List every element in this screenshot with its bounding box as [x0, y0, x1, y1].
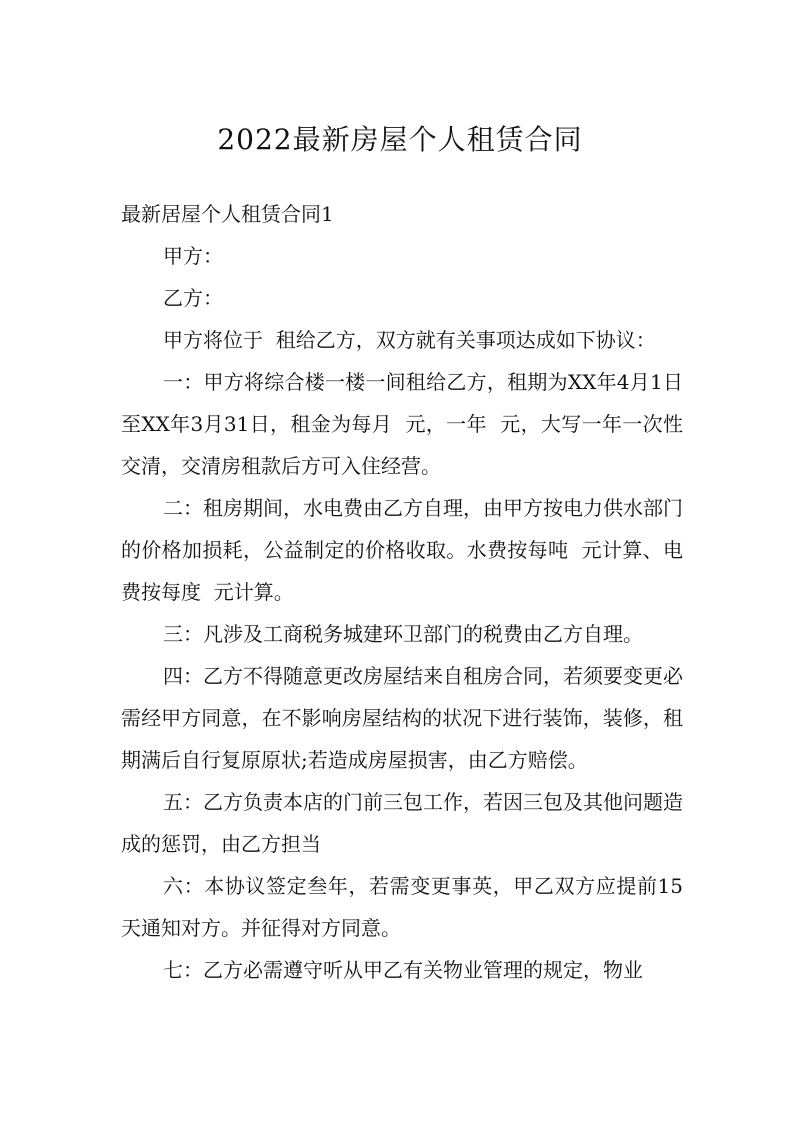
contract-subtitle: 最新居屋个人租赁合同1	[121, 202, 334, 226]
agreement-intro: 甲方将位于 租给乙方，双方就有关事项达成如下协议：	[163, 328, 656, 352]
clause-5: 五：乙方负责本店的门前三包工作，若因三包及其他问题造成的惩罚，由乙方担当	[121, 790, 683, 856]
clause-1: 一：甲方将综合楼一楼一间租给乙方，租期为XX年4月1日至XX年3月31日，租金为每月 元，一年 元，大写一年一次性交清，交清房租款后方可入住经营。	[121, 370, 683, 478]
clause-6: 六：本协议签定叁年，若需变更事英，甲乙双方应提前15天通知对方。并征得对方同意。	[121, 874, 683, 940]
clause-4: 四：乙方不得随意更改房屋结来自租房合同，若须要变更必需经甲方同意，在不影响房屋结构的状况下进行装饰，装修，租期满后自行复原原状;若造成房屋损害，由乙方赔偿。	[121, 664, 683, 772]
document-body	[121, 193, 683, 991]
document-title: 2022最新房屋个人租赁合同	[217, 123, 583, 156]
clause-2: 二：租房期间，水电费由乙方自理，由甲方按电力供水部门的价格加损耗，公益制定的价格收取。水费按每吨 元计算、电费按每度 元计算。	[121, 496, 683, 604]
party-b-line: 乙方：	[163, 286, 223, 310]
party-a-line: 甲方：	[163, 244, 223, 268]
clause-3: 三：凡涉及工商税务城建环卫部门的税费由乙方自理。	[163, 622, 643, 646]
clause-7: 七：乙方必需遵守听从甲乙有关物业管理的规定，物业	[163, 958, 643, 982]
